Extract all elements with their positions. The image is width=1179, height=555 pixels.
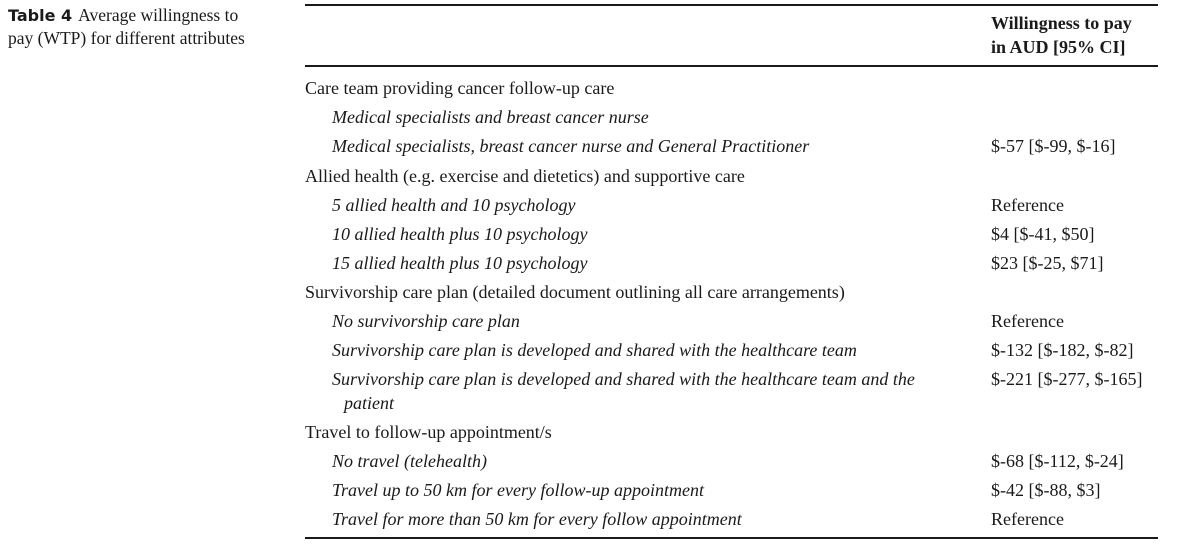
table-top-rule <box>305 4 1158 6</box>
wtp-value: Reference <box>991 195 1064 215</box>
wtp-value: Reference <box>991 509 1064 529</box>
wtp-value: $-57 [$-99, $-16] <box>991 136 1116 156</box>
attribute-level-label: No survivorship care plan <box>332 311 520 331</box>
wtp-value: $23 [$-25, $71] <box>991 253 1104 273</box>
wtp-value: $-42 [$-88, $3] <box>991 480 1101 500</box>
attribute-level-label-continuation: patient <box>344 393 394 413</box>
wtp-value: $-221 [$-277, $-165] <box>991 369 1143 389</box>
wtp-value: $4 [$-41, $50] <box>991 224 1095 244</box>
attribute-level-label: Medical specialists, breast cancer nurse and General Practitioner <box>332 136 810 156</box>
table-bottom-rule <box>305 537 1158 539</box>
wtp-value: $-132 [$-182, $-82] <box>991 340 1134 360</box>
attribute-level-label: 10 allied health plus 10 psychology <box>332 224 588 244</box>
attribute-level-label: Survivorship care plan is developed and shared with the healthcare team <box>332 340 857 360</box>
attribute-level-label: 5 allied health and 10 psychology <box>332 195 576 215</box>
attribute-level-label: Travel up to 50 km for every follow-up appointment <box>332 480 704 500</box>
column-header-line-2: in AUD [95% CI] <box>991 37 1126 57</box>
table-caption-text: Average willingness to pay (WTP) for different attributes <box>8 5 245 48</box>
table-row <box>305 367 1165 415</box>
attribute-level-label: Medical specialists and breast cancer nurse <box>332 107 649 127</box>
attribute-level-label: 15 allied health plus 10 psychology <box>332 253 588 273</box>
table-header-rule <box>305 65 1158 67</box>
attribute-group-label: Care team providing cancer follow-up care <box>305 78 615 98</box>
wtp-value: $-68 [$-112, $-24] <box>991 451 1124 471</box>
column-header-wtp <box>991 11 1161 59</box>
attribute-level-label: No travel (telehealth) <box>332 451 487 471</box>
attribute-group-label: Allied health (e.g. exercise and dietetics) and supportive care <box>305 166 745 186</box>
table-caption <box>8 4 258 50</box>
column-header-line-1: Willingness to pay <box>991 13 1132 33</box>
wtp-value: Reference <box>991 311 1064 331</box>
attribute-group-label: Survivorship care plan (detailed document outlining all care arrangements) <box>305 282 845 302</box>
table-label: Table 4 <box>8 6 73 25</box>
attribute-level-label: Travel for more than 50 km for every follow appointment <box>332 509 742 529</box>
attribute-group-label: Travel to follow-up appointment/s <box>305 422 552 442</box>
attribute-level-label: Survivorship care plan is developed and shared with the healthcare team and the <box>332 369 915 389</box>
